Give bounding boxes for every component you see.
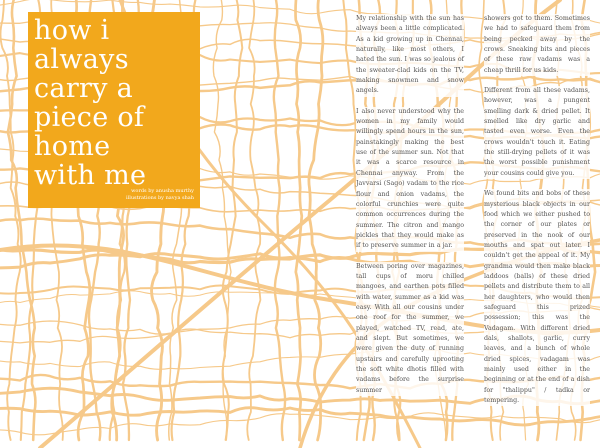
title-line-3: carry a bbox=[34, 73, 134, 104]
map-street bbox=[273, 0, 285, 440]
article-column-2 bbox=[484, 14, 590, 416]
title-line-5: home bbox=[34, 131, 111, 162]
article-column-1 bbox=[356, 14, 464, 406]
title-line-2: always bbox=[34, 44, 129, 75]
map-street bbox=[309, 0, 323, 440]
map-street bbox=[295, 0, 301, 440]
paragraph: We found bits and bobs of these mysterious black objects in our food which we either pushed to the corner of our plates or preserved in the nook of our mouths and spat out later. I couldn't get the appeal of it. My grandma would then make black laddoos (balls) of these dried pellets and distribute them to all her daughters, who would then safeguard this prized possession; this was the Vadagam. With different dried dals, shallots, garlic, curry leaves, and a bunch of whole dried spices, vadagam was mainly used either in the beginning or at the end of a dish for "thalippu" / tadka or tempering. bbox=[484, 189, 590, 406]
title-line-4: piece of bbox=[34, 102, 145, 133]
paragraph: showers got to them. Sometimes we had to safeguard them from being pecked away by the crows. Sneaking bits and pieces of these raw vadams was a cheap thrill for us kids. bbox=[484, 14, 590, 76]
title-block bbox=[28, 12, 200, 208]
paragraph: I also never understood why the women in my family would willingly spend hours in the sun, painstakingly making the best use of the summer sun. Not that it was a scarce resource in Chennai anyway. From the Javvarsi (Sago) vadam to the rice flour and onion vadams, the colorful crunchies were quite common occurrences during the summer. The citron and mango pickles that they would make as if to preserve summer in a jar. bbox=[356, 107, 464, 252]
credit-words: words by anusha murthy bbox=[131, 188, 194, 194]
title-line-6: with me bbox=[34, 160, 147, 191]
title-line-1: how i bbox=[34, 15, 110, 46]
credit-illustrations: illustrations by navya shah bbox=[126, 195, 194, 201]
paragraph: Between poring over magazines, tall cups of moru chilled mangoes, and earthen pots filled with water, summer as a kid was easy. With all our cousins under one roof for the summer, we played, watched TV, read, ate, and slept. But sometimes, we were given the duty of running upstairs and carefully uprooting the soft white dhotis filled with vadams before the surprise summer bbox=[356, 262, 464, 396]
paragraph: My relationship with the sun has always been a little complicated. As a kid growing up in Chennai, naturally, like most others, I hated the sun. I was so jealous of the sweater-clad kids on the TV, making snowmen and snow angels. bbox=[356, 14, 464, 97]
paragraph: Different from all these vadams, however, was a pungent smelling dark & dried pellet. It smelled like dry garlic and tasted even worse. Even the crows wouldn't touch it. Eating the still-drying pellets of it was the worst possible punishment your cousins could give you. bbox=[484, 86, 590, 179]
